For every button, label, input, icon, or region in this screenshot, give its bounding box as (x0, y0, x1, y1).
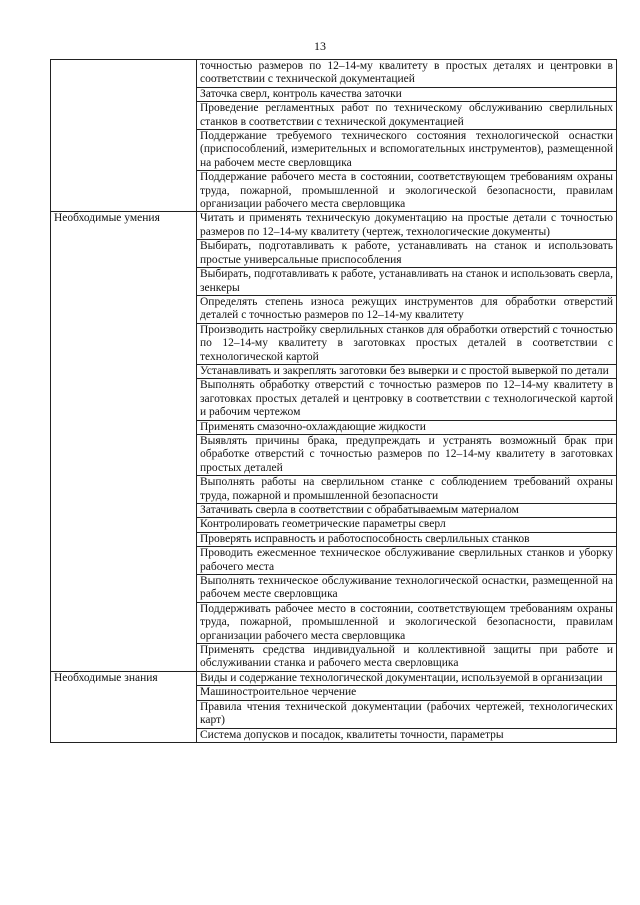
requirement-text: Читать и применять техническую документацию на простые детали с точностью размеров по 12–14-му квалитету (чертеж, технологические документы) (197, 212, 617, 240)
requirement-text: Выполнять работы на сверлильном станке с соблюдением требований охраны труда, пожарной и промышленной безопасности (197, 476, 617, 504)
table-row (51, 212, 617, 240)
table-row (51, 60, 617, 88)
table-row (51, 671, 617, 685)
requirement-text: Система допусков и посадок, квалитеты точности, параметры (197, 728, 617, 742)
requirement-text: Применять средства индивидуальной и коллективной защиты при работе и обслуживании станка и рабочего места сверловщика (197, 644, 617, 672)
page-number: 13 (314, 39, 326, 53)
requirement-text: Поддержание требуемого технического состояния технологической оснастки (приспособлений, измерительных и вспомогательных инструментов), размещенной на рабочем месте сверловщика (197, 130, 617, 171)
requirement-text: Определять степень износа режущих инструментов для обработки отверстий деталей с точностью размеров по 12–14-му квалитету (197, 295, 617, 323)
requirement-text: Проведение регламентных работ по техническому обслуживанию сверлильных станков в соответствии с технической документацией (197, 102, 617, 130)
requirement-text: Заточка сверл, контроль качества заточки (197, 87, 617, 101)
competency-table-body (51, 60, 617, 743)
requirement-text: Применять смазочно-охлаждающие жидкости (197, 420, 617, 434)
requirement-text: Проверять исправность и работоспособность сверлильных станков (197, 532, 617, 546)
requirement-text: Машиностроительное черчение (197, 686, 617, 700)
requirement-text: точностью размеров по 12–14-му квалитету в простых деталях и центровки в соответствии с технической документацией (197, 60, 617, 88)
requirement-text: Устанавливать и закреплять заготовки без выверки и с простой выверкой по детали (197, 364, 617, 378)
requirement-text: Выявлять причины брака, предупреждать и устранять возможный брак при обработке отверстий с точностью размеров по 12–14-му квалитету в заготовках простых деталей (197, 434, 617, 475)
requirement-text: Правила чтения технической документации (рабочих чертежей, технологических карт) (197, 700, 617, 728)
requirement-text: Выбирать, подготавливать к работе, устанавливать на станок и использовать сверла, зенкеры (197, 268, 617, 296)
section-label (51, 60, 197, 212)
requirement-text: Выполнять обработку отверстий с точностью размеров по 12–14-му квалитету в заготовках простых деталей и центровку в соответствии с технологической картой и рабочим чертежом (197, 379, 617, 420)
requirement-text: Затачивать сверла в соответствии с обрабатываемым материалом (197, 504, 617, 518)
requirement-text: Выполнять техническое обслуживание технологической оснастки, размещенной на рабочем месте сверловщика (197, 575, 617, 603)
requirement-text: Контролировать геометрические параметры сверл (197, 518, 617, 532)
requirement-text: Виды и содержание технологической документации, используемой в организации (197, 671, 617, 685)
requirement-text: Производить настройку сверлильных станков для обработки отверстий с точностью по 12–14-му квалитету в заготовках простых деталей в соответствии с технологической картой (197, 323, 617, 364)
section-label: Необходимые умения (51, 212, 197, 671)
requirement-text: Поддержание рабочего места в состоянии, соответствующем требованиям охраны труда, пожарной, промышленной и экологической безопасности, правилам организации рабочего места сверловщика (197, 171, 617, 212)
competency-table (50, 59, 617, 743)
requirement-text: Поддерживать рабочее место в состоянии, соответствующем требованиям охраны труда, пожарной, промышленной и экологической безопасности, правилам организации рабочего места сверловщика (197, 602, 617, 643)
requirement-text: Проводить ежесменное техническое обслуживание сверлильных станков и уборку рабочего места (197, 547, 617, 575)
section-label: Необходимые знания (51, 671, 197, 742)
requirement-text: Выбирать, подготавливать к работе, устанавливать на станок и использовать простые универсальные приспособления (197, 240, 617, 268)
